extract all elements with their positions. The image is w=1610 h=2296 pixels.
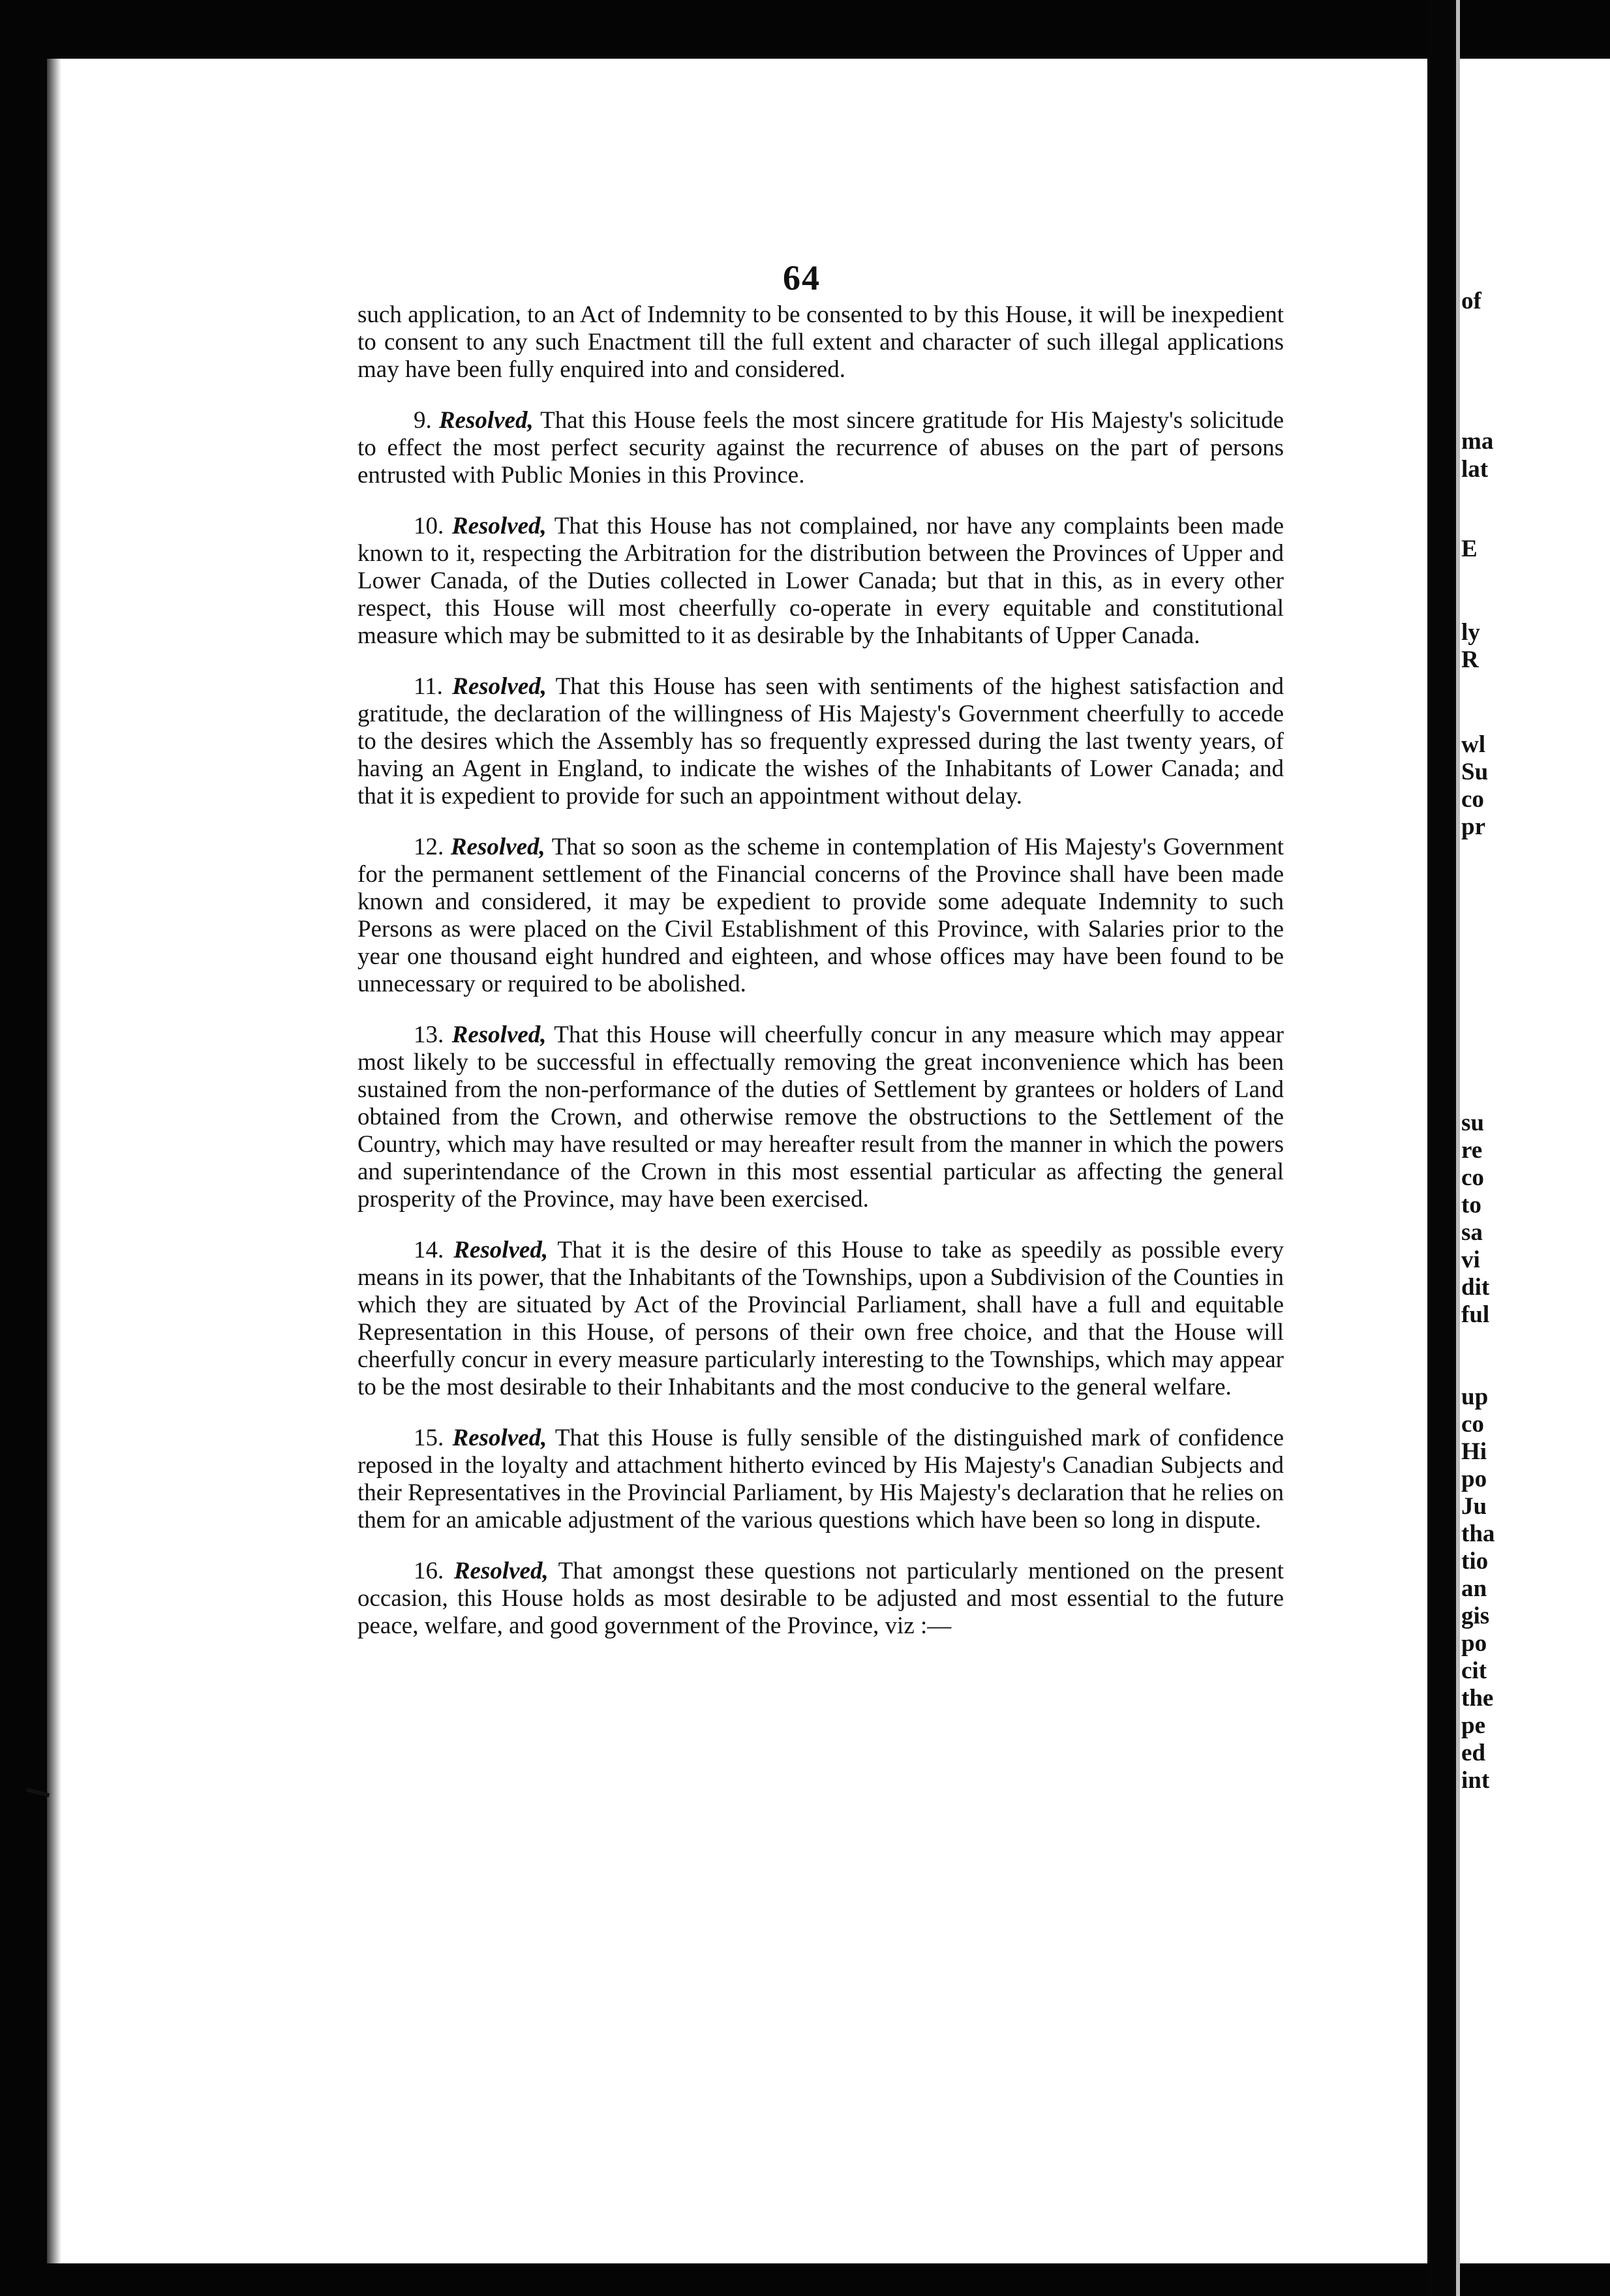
- adjacent-fragment: E: [1461, 536, 1478, 562]
- resolved-label: Resolved,: [452, 1425, 547, 1451]
- page-body: [357, 301, 1284, 1663]
- resolution-14: [357, 1237, 1284, 1401]
- resolution-11: [357, 673, 1284, 810]
- adjacent-fragment: gis: [1461, 1603, 1490, 1629]
- adjacent-fragment: re: [1461, 1137, 1483, 1164]
- adjacent-fragment: cit: [1461, 1657, 1487, 1684]
- resolution-text: That this House will cheerfully concur in any measure which may appear most likely to be successful in effectually removing the great inconvenience which has been sustained from the non-performance of the duties of Settlement by grantees or holders of Land obtained from the Crown, and otherwise remove the obstructions to the Settlement of the Country, which may have resulted or may hereafter result from the manner in which the powers and superintendance of the Crown in this most essential particular as affecting the general prosperity of the Province, may have been exercised.: [357, 1021, 1284, 1213]
- adjacent-fragment: wl: [1461, 731, 1485, 758]
- resolution-number: 11.: [414, 673, 443, 700]
- resolution-number: 9.: [414, 407, 432, 434]
- adjacent-fragment: su: [1461, 1110, 1484, 1136]
- adjacent-fragment: pe: [1461, 1712, 1485, 1739]
- resolution-text: That amongst these questions not particularly mentioned on the present occasion, this House holds as most desirable to be adjusted and most essential to the future peace, welfare, and good government of the Province, viz :—: [357, 1558, 1284, 1639]
- paragraph-text: such application, to an Act of Indemnity to be consented to by this House, it will be inexpedient to consent to any such Enactment till the full extent and character of such illegal applications may have been fully enquired into and considered.: [357, 301, 1284, 383]
- resolution-number: 10.: [414, 513, 444, 539]
- adjacent-fragment: co: [1461, 1411, 1484, 1438]
- adjacent-fragment: co: [1461, 1164, 1484, 1191]
- resolution-text: That this House has seen with sentiments of the highest satisfaction and gratitude, the declaration of the willingness of His Majesty's Government cheerfully to accede to the desires which the Assembly has so frequently expressed during the last twenty years, of having an Agent in England, to indicate the wishes of the Inhabitants of Lower Canada; and that it is expedient to provide for such an appointment without delay.: [357, 673, 1284, 809]
- adjacent-fragment: vi: [1461, 1246, 1480, 1273]
- resolution-text: That this House has not complained, nor have any complaints been made known to it, respecting the Arbitration for the distribution between the Provinces of Upper and Lower Canada, of the Duties collected in Lower Canada; but that in this, as in every other respect, this House will most cheerfully co-operate in every equitable and constitutional measure which may be submitted to it as desirable by the Inhabitants of Upper Canada.: [357, 513, 1284, 649]
- resolution-15: [357, 1425, 1284, 1534]
- resolution-text: That this House is fully sensible of the distinguished mark of confidence reposed in the loyalty and attachment hitherto evinced by His Majesty's Canadian Subjects and their Representatives in the Provincial Parliament, by His Majesty's declaration that he relies on them for an amicable adjustment of the various questions which have been so long in dispute.: [357, 1425, 1284, 1533]
- resolved-label: Resolved,: [438, 407, 534, 434]
- resolved-label: Resolved,: [450, 834, 545, 860]
- adjacent-fragment: Hi: [1461, 1438, 1487, 1465]
- resolution-13: [357, 1021, 1284, 1213]
- adjacent-fragment: an: [1461, 1575, 1487, 1602]
- resolved-label: Resolved,: [451, 513, 547, 539]
- adjacent-fragment: ed: [1461, 1740, 1485, 1766]
- adjacent-fragment: dit: [1461, 1274, 1490, 1301]
- resolution-12: [357, 834, 1284, 998]
- adjacent-fragment: of: [1461, 288, 1481, 314]
- scan-border-left: [0, 0, 47, 2296]
- adjacent-fragment: the: [1461, 1685, 1494, 1712]
- resolution-10: [357, 513, 1284, 650]
- adjacent-fragment: ma: [1461, 428, 1494, 455]
- adjacent-fragment: up: [1461, 1383, 1489, 1410]
- adjacent-fragment: co: [1461, 786, 1484, 813]
- resolution-text: That it is the desire of this House to take as speedily as possible every means in its power, that the Inhabitants of the Townships, upon a Subdivision of the Counties in which they are situated by Act of the Provincial Parliament, shall have a full and equitable Representation in this House, of persons of their own free choice, and that the House will cheerfully concur in every measure particularly interesting to the Townships, which may appear to be the most desirable to their Inhabitants and the most conducive to the general welfare.: [357, 1237, 1284, 1400]
- adjacent-fragment: ly: [1461, 619, 1480, 646]
- resolved-label: Resolved,: [451, 1021, 547, 1048]
- resolution-number: 14.: [414, 1237, 444, 1263]
- adjacent-fragment: sa: [1461, 1219, 1483, 1246]
- adjacent-page-strip: [1461, 248, 1610, 1879]
- scan-border-bottom: [0, 2263, 1610, 2296]
- resolution-number: 12.: [414, 834, 444, 860]
- resolved-label: Resolved,: [452, 673, 547, 700]
- resolution-number: 13.: [414, 1021, 444, 1048]
- adjacent-fragment: ful: [1461, 1301, 1490, 1328]
- page-edge-shadow: [47, 59, 61, 2263]
- adjacent-fragment: int: [1461, 1767, 1490, 1794]
- resolution-text: That this House feels the most sincere gratitude for His Majesty's solicitude to effect the most perfect security against the recurrence of abuses on the part of persons entrusted with Public Monies in this Province.: [357, 407, 1284, 489]
- resolution-9: [357, 407, 1284, 489]
- page-number: 64: [783, 258, 821, 297]
- adjacent-fragment: Su: [1461, 759, 1489, 785]
- resolution-text: That so soon as the scheme in contemplation of His Majesty's Government for the permanent settlement of the Financial concerns of the Province shall have been made known and considered, it may be expedient to provide some adequate Indemnity to such Persons as were placed on the Civil Establishment of this Province, with Salaries prior to the year one thousand eight hundred and eighteen, and whose offices may have been found to be unnecessary or required to be abolished.: [357, 834, 1284, 997]
- adjacent-fragment: tio: [1461, 1548, 1489, 1575]
- resolution-number: 16.: [414, 1558, 444, 1584]
- adjacent-fragment: po: [1461, 1630, 1487, 1657]
- adjacent-fragment: R: [1461, 646, 1479, 673]
- adjacent-fragment: po: [1461, 1466, 1487, 1492]
- continued-paragraph: [357, 301, 1284, 384]
- gutter-edge: [1456, 0, 1460, 2296]
- book-gutter: [1427, 0, 1456, 2296]
- adjacent-fragment: to: [1461, 1192, 1481, 1218]
- scan-border-top: [0, 0, 1610, 59]
- resolved-label: Resolved,: [453, 1237, 549, 1263]
- adjacent-fragment: pr: [1461, 813, 1485, 840]
- adjacent-fragment: tha: [1461, 1520, 1495, 1547]
- resolution-number: 15.: [414, 1425, 444, 1451]
- adjacent-fragment: lat: [1461, 456, 1489, 483]
- resolved-label: Resolved,: [453, 1558, 549, 1584]
- adjacent-fragment: Ju: [1461, 1493, 1487, 1520]
- resolution-16: [357, 1558, 1284, 1640]
